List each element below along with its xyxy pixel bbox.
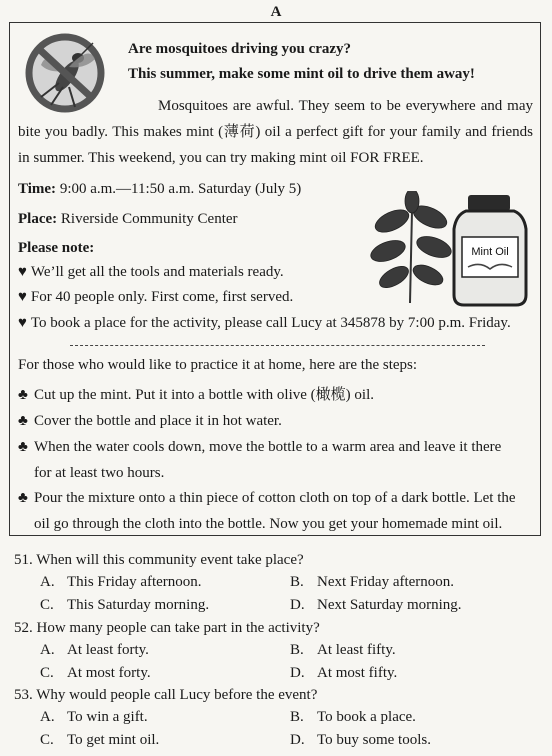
time-value: 9:00 a.m.—11:50 a.m. Saturday (July 5) — [59, 181, 302, 197]
time-label: Time: — [18, 181, 57, 197]
club-icon: ♣ — [18, 490, 28, 506]
option-51-a[interactable]: A. This Friday afternoon. — [40, 574, 202, 590]
question-52: 52. How many people can take part in the activity? — [14, 620, 320, 636]
club-icon: ♣ — [18, 413, 28, 429]
heart-icon: ♥ — [18, 289, 27, 305]
option-51-b[interactable]: B. Next Friday afternoon. — [290, 574, 455, 590]
note-item: ♥ To book a place for the activity, please call Lucy at 345878 by 7:00 p.m. Friday. — [18, 315, 511, 331]
note-item: ♥ For 40 people only. First come, first served. — [18, 289, 294, 305]
step-item: ♣ Cover the bottle and place it in hot water. — [18, 408, 533, 434]
option-53-d[interactable]: D. To buy some tools. — [290, 732, 431, 748]
option-52-c[interactable]: C. At most forty. — [40, 665, 151, 681]
option-51-d[interactable]: D. Next Saturday morning. — [290, 597, 462, 613]
note-heading: Please note: — [18, 240, 95, 256]
place-label: Place: — [18, 211, 58, 227]
heart-icon: ♥ — [18, 315, 27, 331]
dashed-divider — [70, 345, 485, 346]
step-item: ♣ Cut up the mint. Put it into a bottle with olive (橄榄) oil. — [18, 382, 533, 408]
option-52-b[interactable]: B. At least fifty. — [290, 642, 396, 658]
mint-leaves-icon — [370, 191, 454, 303]
option-53-a[interactable]: A. To win a gift. — [40, 709, 148, 725]
mint-oil-bottle-image — [370, 191, 532, 309]
place-value: Riverside Community Center — [60, 211, 238, 227]
club-icon: ♣ — [18, 439, 28, 455]
heart-icon: ♥ — [18, 264, 27, 280]
oil-bottle-icon — [454, 195, 526, 305]
section-label: A — [270, 4, 282, 20]
note-item: ♥ We’ll get all the tools and materials ready. — [18, 264, 284, 280]
question-53: 53. Why would people call Lucy before the event? — [14, 687, 318, 703]
steps-intro: For those who would like to practice it at home, here are the steps: — [18, 357, 418, 373]
option-53-c[interactable]: C. To get mint oil. — [40, 732, 160, 748]
step-item: ♣ When the water cools down, move the bottle to a warm area and leave it there for at least two hours. — [18, 434, 533, 486]
mint-oil-ad — [9, 22, 541, 536]
club-icon: ♣ — [18, 387, 28, 403]
step-item: ♣ Pour the mixture onto a thin piece of cotton cloth on top of a dark bottle. Let the oil go through the cloth into the bottle. Now you get your homemade mint oil. — [18, 485, 533, 537]
time-line — [18, 181, 301, 198]
ad-headline — [128, 37, 475, 87]
option-52-d[interactable]: D. At most fifty. — [290, 665, 398, 681]
place-line — [18, 211, 238, 228]
headline-question: Are mosquitoes driving you crazy? — [128, 41, 352, 57]
headline-call-to-action: This summer, make some mint oil to drive them away! — [128, 66, 475, 82]
question-51: 51. When will this community event take place? — [14, 552, 304, 568]
option-53-b[interactable]: B. To book a place. — [290, 709, 416, 725]
intro-paragraph: Mosquitoes are awful. They seem to be everywhere and may bite you badly. This makes mint (薄荷) oil a perfect gift for your family and friends in summer. This weekend, you can try making mint oil FOR FREE. — [18, 98, 533, 166]
option-52-a[interactable]: A. At least forty. — [40, 642, 149, 658]
bottle-label: Mint Oil — [471, 246, 509, 258]
option-51-c[interactable]: C. This Saturday morning. — [40, 597, 210, 613]
